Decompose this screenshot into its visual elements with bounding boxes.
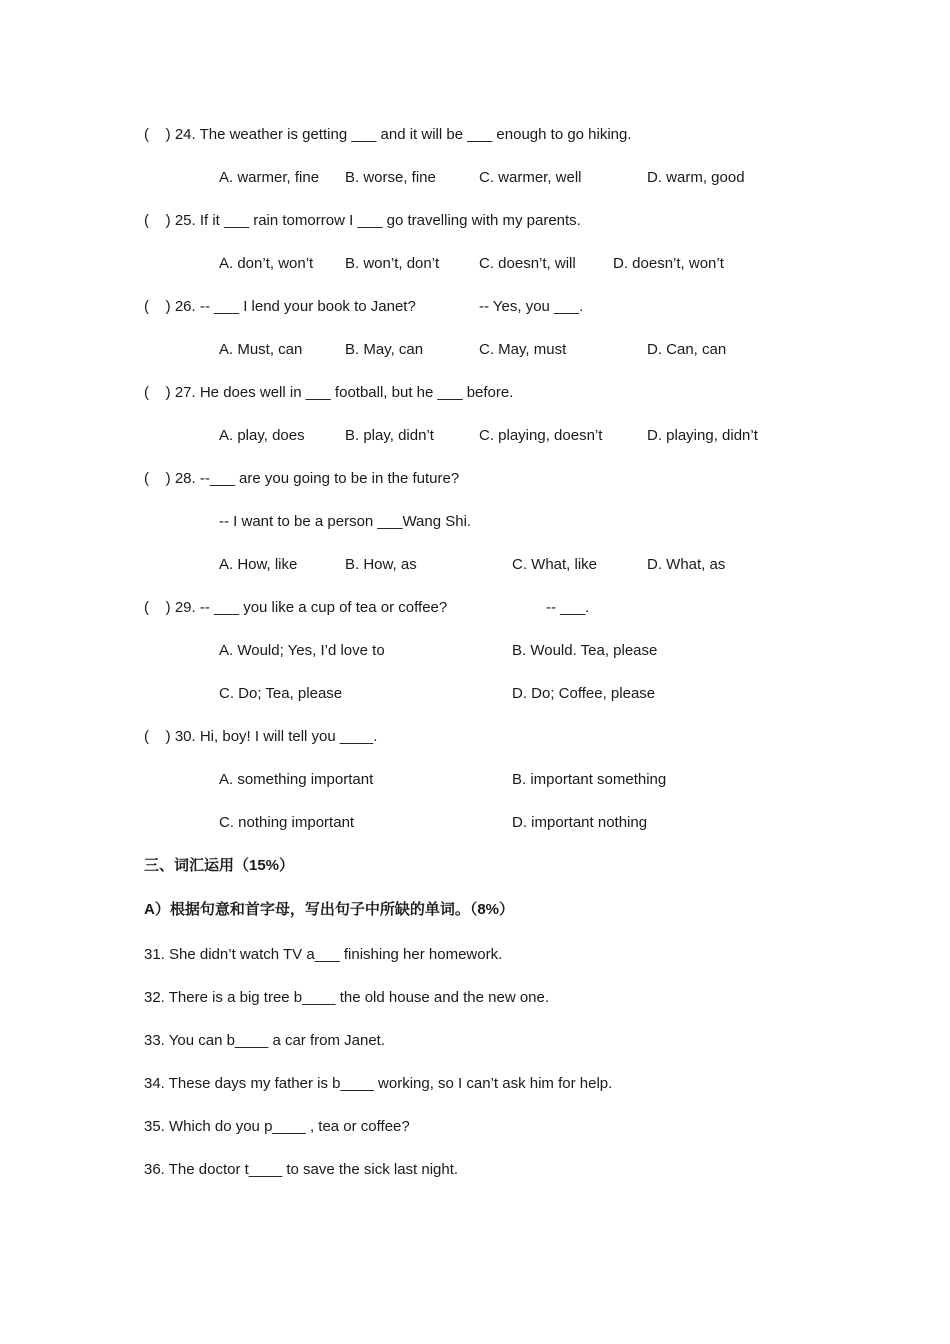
question-29-reply: -- ___. — [546, 599, 590, 616]
question-28-line2: -- I want to be a person ___Wang Shi. — [219, 513, 472, 530]
question-30-stem: ( ) 30. Hi, boy! I will tell you ____. — [144, 728, 378, 745]
question-30-option-c: C. nothing important — [219, 814, 355, 831]
question-29-option-c: C. Do; Tea, please — [219, 685, 343, 702]
section-3-part-a-instructions: A）根据句意和首字母，写出句子中所缺的单词。（8%） — [144, 901, 515, 918]
question-30-option-a: A. something important — [219, 771, 374, 788]
question-29-option-d: D. Do; Coffee, please — [512, 685, 656, 702]
vocab-item-34: 34. These days my father is b____ working, so I can’t ask him for help. — [144, 1075, 613, 1092]
question-27-stem: ( ) 27. He does well in ___ football, but he ___ before. — [144, 384, 514, 401]
question-26-option-d: D. Can, can — [647, 341, 727, 358]
question-25-option-b: B. won’t, don’t — [345, 255, 440, 272]
question-26-reply: -- Yes, you ___. — [479, 298, 584, 315]
question-26-option-c: C. May, must — [479, 341, 567, 358]
question-26-option-a: A. Must, can — [219, 341, 303, 358]
question-28-stem: ( ) 28. --___ are you going to be in the future? — [144, 470, 460, 487]
question-24-stem: ( ) 24. The weather is getting ___ and it will be ___ enough to go hiking. — [144, 126, 632, 143]
vocab-item-31: 31. She didn’t watch TV a___ finishing her homework. — [144, 946, 503, 963]
question-24-option-d: D. warm, good — [647, 169, 745, 186]
question-24-option-c: C. warmer, well — [479, 169, 582, 186]
question-27-option-b: B. play, didn’t — [345, 427, 434, 444]
question-29-option-b: B. Would. Tea, please — [512, 642, 658, 659]
question-26-option-b: B. May, can — [345, 341, 424, 358]
question-28-option-b: B. How, as — [345, 556, 417, 573]
question-25-option-d: D. doesn’t, won’t — [613, 255, 724, 272]
question-28-option-d: D. What, as — [647, 556, 726, 573]
vocab-item-32: 32. There is a big tree b____ the old house and the new one. — [144, 989, 550, 1006]
vocab-item-33: 33. You can b____ a car from Janet. — [144, 1032, 386, 1049]
question-27-option-a: A. play, does — [219, 427, 305, 444]
question-24-option-b: B. worse, fine — [345, 169, 436, 186]
question-27-option-c: C. playing, doesn’t — [479, 427, 603, 444]
vocab-item-36: 36. The doctor t____ to save the sick last night. — [144, 1161, 459, 1178]
question-28-option-c: C. What, like — [512, 556, 598, 573]
question-30-option-b: B. important something — [512, 771, 667, 788]
question-28-option-a: A. How, like — [219, 556, 298, 573]
question-25-option-a: A. don’t, won’t — [219, 255, 314, 272]
question-30-option-d: D. important nothing — [512, 814, 648, 831]
question-29-stem: ( ) 29. -- ___ you like a cup of tea or coffee? — [144, 599, 448, 616]
question-27-option-d: D. playing, didn’t — [647, 427, 758, 444]
question-25-option-c: C. doesn’t, will — [479, 255, 576, 272]
question-25-stem: ( ) 25. If it ___ rain tomorrow I ___ go travelling with my parents. — [144, 212, 581, 229]
vocab-item-35: 35. Which do you p____ , tea or coffee? — [144, 1118, 410, 1135]
question-24-option-a: A. warmer, fine — [219, 169, 320, 186]
question-29-option-a: A. Would; Yes, I’d love to — [219, 642, 385, 659]
question-26-stem: ( ) 26. -- ___ I lend your book to Janet? — [144, 298, 416, 315]
section-3-title: 三、词汇运用（15%） — [144, 857, 295, 874]
